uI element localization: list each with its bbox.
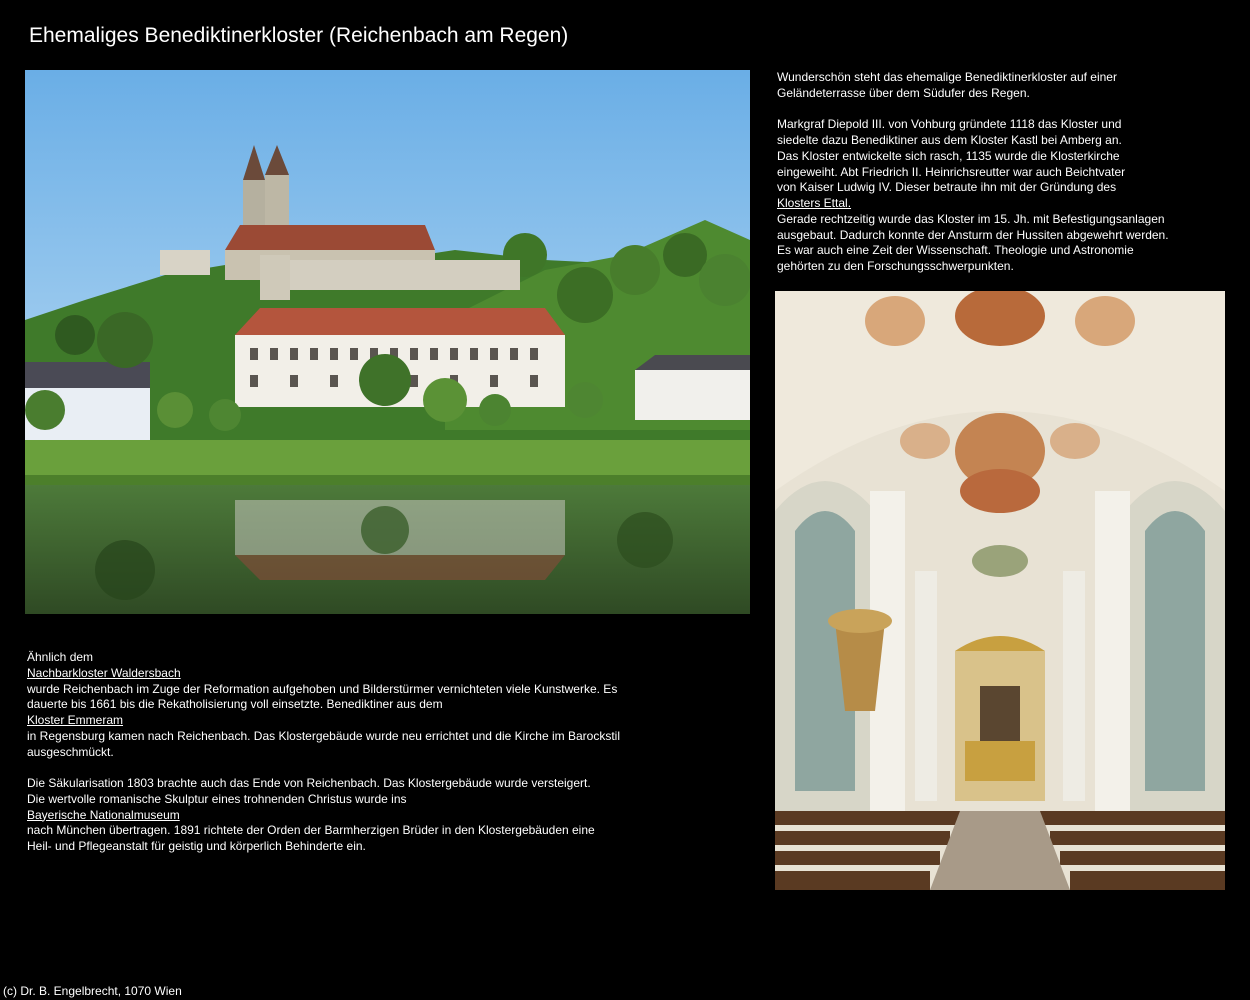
copyright-footer: (c) Dr. B. Engelbrecht, 1070 Wien [3, 984, 182, 998]
text-line: Markgraf Diepold III. von Vohburg gründete 1118 das Kloster und [777, 117, 1122, 132]
history-text-left [27, 650, 637, 855]
link-nachbarkloster-waldersbach[interactable]: Nachbarkloster Waldersbach [27, 665, 181, 680]
text-line: wurde Reichenbach im Zuge der Reformation aufgehoben und Bilderstürmer vernichteten viele Kunstwerke. Es [27, 681, 618, 696]
text-line: von Kaiser Ludwig IV. Dieser betraute ihn mit der Gründung des [777, 180, 1117, 195]
text-line: Wunderschön steht das ehemalige Benediktinerkloster auf einer [777, 70, 1117, 84]
text-line: nach München übertragen. 1891 richtete der Orden der Barmherzigen Brüder in den Klostergebäuden eine [27, 823, 595, 838]
monastery-exterior-image [25, 70, 750, 614]
text-line: ausgeschmückt. [27, 744, 114, 759]
link-kloster-emmeram[interactable]: Kloster Emmeram [27, 713, 124, 727]
text-line: Die wertvolle romanische Skulptur eines trohnenden Christus wurde ins [27, 791, 407, 806]
monastery-exterior-photo [25, 70, 750, 614]
text-line: Ähnlich dem [27, 650, 94, 664]
link-klosters-ettal[interactable]: Klosters Ettal. [777, 196, 852, 210]
text-line: Es war auch eine Zeit der Wissenschaft. Theologie und Astronomie [777, 243, 1134, 258]
text-line: Das Kloster entwickelte sich rasch, 1135 wurde die Klosterkirche [777, 148, 1120, 163]
text-line: Gerade rechtzeitig wurde das Kloster im 15. Jh. mit Befestigungsanlagen [777, 211, 1165, 226]
text-line: Heil- und Pflegeanstalt für geistig und körperlich Behinderte ein. [27, 839, 366, 853]
page-title: Ehemaliges Benediktinerkloster (Reichenbach am Regen) [29, 24, 569, 47]
text-line: ausgebaut. Dadurch konnte der Ansturm der Hussiten abgewehrt werden. [777, 227, 1169, 242]
text-line: in Regensburg kamen nach Reichenbach. Das Klostergebäude wurde neu errichtet und die Kirche im Barockstil [27, 728, 620, 743]
link-bayerische-nationalmuseum[interactable]: Bayerische Nationalmuseum [27, 807, 180, 822]
text-line: eingeweiht. Abt Friedrich II. Heinrichsreutter war auch Beichtvater [777, 164, 1126, 179]
text-line: Geländeterrasse über dem Südufer des Regen. [777, 85, 1030, 100]
text-line: dauerte bis 1661 bis die Rekatholisierung voll einsetzte. Benediktiner aus dem [27, 697, 443, 712]
history-text-right [777, 70, 1197, 275]
text-line: gehörten zu den Forschungsschwerpunkten. [777, 259, 1014, 273]
text-line: siedelte dazu Benediktiner aus dem Kloster Kastl bei Amberg an. [777, 133, 1122, 147]
church-interior-image [775, 291, 1225, 890]
text-line: Die Säkularisation 1803 brachte auch das Ende von Reichenbach. Das Klostergebäude wurde versteigert. [27, 776, 591, 790]
church-interior-photo [775, 291, 1225, 890]
